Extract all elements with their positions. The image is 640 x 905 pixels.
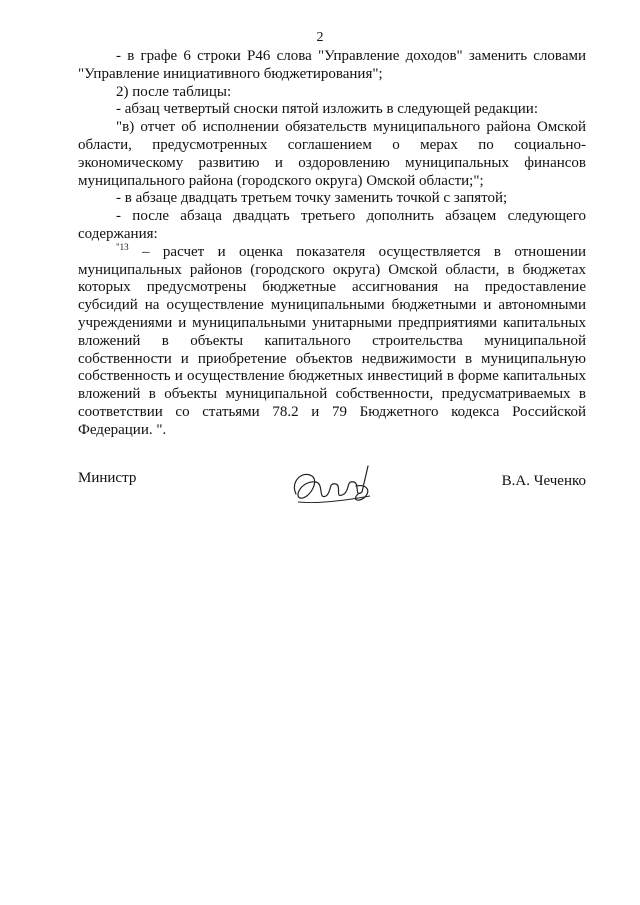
- signer-name: В.А. Чеченко: [501, 473, 586, 489]
- paragraph-2: 2) после таблицы:: [116, 83, 232, 100]
- signer-position: Министр: [78, 470, 137, 486]
- footnote-text: – расчет и оценка показателя осуществляется в отношении муниципальных районов (городского округа) Омской области, в бюджетах которых предусмотрены бюджетные ассигнования на предоставление субсидий на осуществление муниципальными бюджетными и автономными учреждениями и муниципальными унитарными предприятиями капитальных вложений в объекты капитального строительства муниципальной собственности и приобретение объектов недвижимости в муниципальную собственность и осуществление бюджетных инвестиций в форме капитальных вложений в объекты муниципальной собственности, предусматриваемых в соответствии со статьями 78.2 и 79 Бюджетного кодекса Российской Федерации. ".: [78, 243, 586, 438]
- paragraph-5: - в абзаце двадцать третьем точку заменить точкой с запятой;: [116, 190, 508, 207]
- page-number: 2: [316, 30, 324, 45]
- footnote-marker: "13: [116, 241, 129, 252]
- document-body: [78, 48, 586, 440]
- paragraph-6: - после абзаца двадцать третьего дополнить абзацем следующего содержания:: [78, 208, 586, 242]
- paragraph-3: - абзац четвертый сноски пятой изложить в следующей редакции:: [116, 101, 539, 118]
- paragraph-1: - в графе 6 строки Р46 слова "Управление доходов" заменить словами "Управление инициативного бюджетирования";: [78, 48, 586, 82]
- handwritten-signature: [288, 460, 378, 515]
- footnote-paragraph: [78, 241, 586, 440]
- paragraph-4: "в) отчет об исполнении обязательств муниципального района Омской области, предусмотренных соглашением о мерах по социально-экономическому развитию и оздоровлению муниципальных финансов муниципального района (городского округа) Омской области;";: [78, 119, 586, 189]
